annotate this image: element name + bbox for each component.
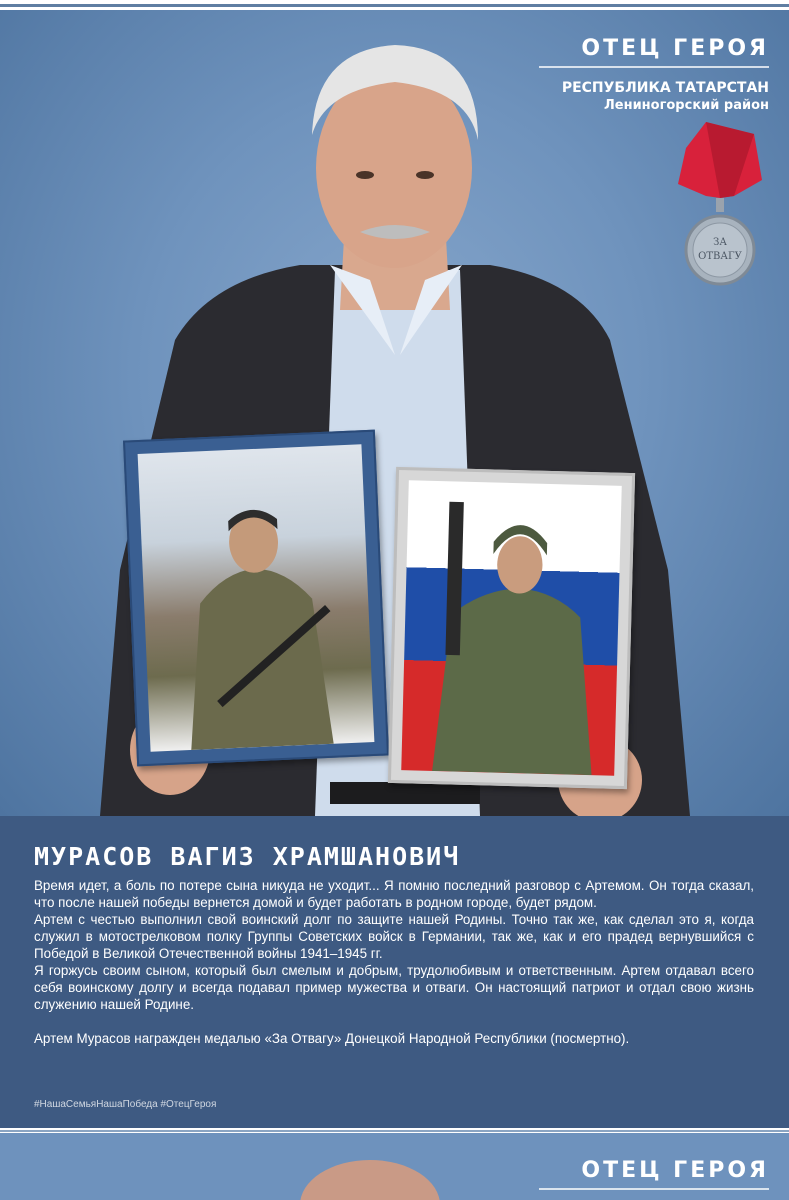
bio-paragraph-2: Артем с честью выполнил свой воинский долг по защите нашей Родины. Точно так же, как сделал это я, когда служил в мотострелковом полку Группы Советских войск в Германии, так же, как и его прадед вернувшийся с Победой в Великой Отечественной войны 1941–1945 гг.	[34, 912, 754, 961]
next-card-title-underline	[539, 1188, 769, 1190]
hashtags: #НашаСемьяНашаПобеда #ОтецГероя	[34, 1099, 217, 1110]
medal-text-line1: ЗА	[713, 237, 727, 248]
brand-title: ОТЕЦ ГЕРОЯ	[581, 36, 769, 61]
soldier-photo-flag	[401, 480, 622, 775]
soldier-figure-right	[401, 480, 622, 775]
bio-paragraph-1: Время идет, а боль по потере сына никуда не уходит... Я помню последний разговор с Артемом. Он тогда сказал, что после нашей победы вернется домой и будет работать в родном городе, будет рядом.	[34, 878, 754, 910]
soldier-photo-winter	[138, 444, 375, 751]
portrait-photo	[0, 10, 789, 816]
framed-photo-right	[388, 467, 635, 789]
left-eye	[356, 171, 374, 179]
brand-title-underline	[539, 66, 769, 68]
medal-text-line2: ОТВАГУ	[698, 251, 742, 262]
medal-for-courage-icon	[672, 118, 768, 293]
right-eye	[416, 171, 434, 179]
bio-gap	[34, 1013, 754, 1030]
region-label: РЕСПУБЛИКА ТАТАРСТАН	[561, 80, 769, 96]
district-label: Лениногорский район	[603, 98, 769, 113]
next-card-brand-title: ОТЕЦ ГЕРОЯ	[581, 1158, 769, 1183]
card-separator-line	[0, 1130, 789, 1132]
biography-text	[34, 877, 754, 1047]
soldier-figure-left	[138, 444, 375, 751]
top-border-line	[0, 4, 789, 7]
framed-photo-left	[123, 430, 389, 767]
belt	[330, 782, 480, 804]
bio-paragraph-4: Артем Мурасов награжден медалью «За Отвагу» Донецкой Народной Республики (посмертно).	[34, 1031, 630, 1046]
person-name: МУРАСОВ ВАГИЗ ХРАМШАНОВИЧ	[34, 842, 461, 871]
bio-paragraph-3: Я горжусь своим сыном, который был смелым и добрым, трудолюбивым и ответственным. Артем отдавал всего себя воинскому долгу и всегда подавал пример мужества и отваги. Он настоящий патриот и отдал свою жизнь служению нашей Родине.	[34, 963, 754, 1012]
